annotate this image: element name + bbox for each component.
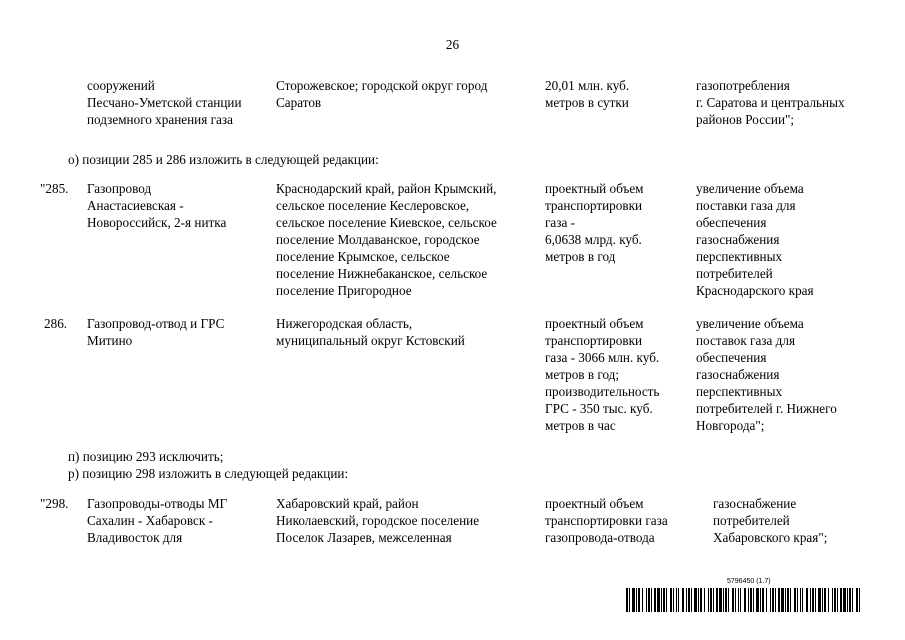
barcode-number: 5796450 (1.7) [727,578,771,585]
row-298-capacity: проектный объем транспортировки газа газопровода-отвода [545,496,668,545]
barcode-image [626,588,862,612]
paragraph-r: р) позицию 298 изложить в следующей редакции: [68,466,349,481]
row-286-name: Газопровод-отвод и ГРС Митино [87,316,225,348]
row-286-location: Нижегородская область, муниципальный округ Кстовский [276,316,465,348]
continued-row-name: сооружений Песчано-Уметской станции подземного хранения газа [87,78,242,127]
row-298-name: Газопроводы-отводы МГ Сахалин - Хабаровск - Владивосток для [87,496,228,545]
continued-row-capacity: 20,01 млн. куб. метров в сутки [545,78,630,110]
row-285-name: Газопровод Анастасиевская - Новороссийск, 2-я нитка [87,181,227,230]
continued-row-location: Сторожевское; городской округ город Саратов [276,78,488,110]
paragraph-p: п) позицию 293 исключить; [68,449,224,464]
page-number: 26 [445,37,460,52]
row-286-purpose: увеличение объема поставок газа для обеспечения газоснабжения перспективных потребителей г. Нижнего Новгорода"; [696,316,837,433]
row-285-capacity: проектный объем транспортировки газа - 6,0638 млрд. куб. метров в год [545,181,644,264]
paragraph-o: о) позиции 285 и 286 изложить в следующей редакции: [68,152,379,167]
row-285-number: "285. [40,181,69,196]
row-285-location: Краснодарский край, район Крымский, сельское поселение Кеслеровское, сельское поселение Киевское, сельское поселение Молдаванское, городское поселение Крымское, сельское поселение Нижнебаканское, сельское поселение Пригородное [276,181,497,298]
row-286-capacity: проектный объем транспортировки газа - 3066 млн. куб. метров в год; производительность ГРС - 350 тыс. куб. метров в час [545,316,660,433]
row-298-purpose: газоснабжение потребителей Хабаровского края"; [713,496,828,545]
row-285-purpose: увеличение объема поставки газа для обеспечения газоснабжения перспективных потребителей Краснодарского края [696,181,814,298]
row-286-number: 286. [44,316,68,331]
continued-row-purpose: газопотребления г. Саратова и центральных районов России"; [696,78,845,127]
row-298-location: Хабаровский край, район Николаевский, городское поселение Поселок Лазарев, межселенная [276,496,480,545]
row-298-number: "298. [40,496,69,511]
